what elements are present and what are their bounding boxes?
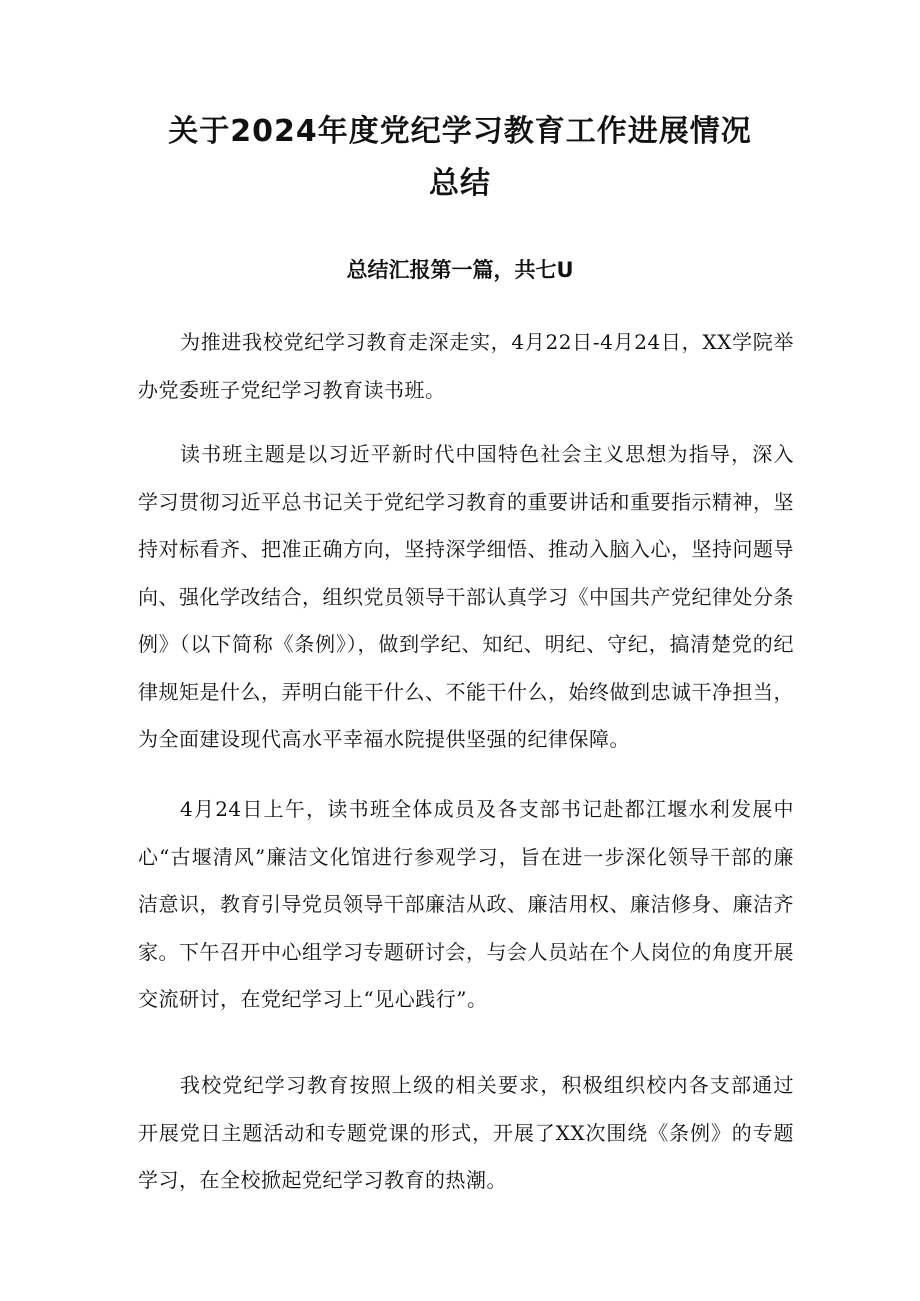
document-subtitle: 总结汇报第一篇，共七U bbox=[346, 258, 574, 282]
paragraph-1: 为推进我校党纪学习教育走深走实，4月22日-4月24日，XX学院举办党委班子党纪学习教育读书班。 bbox=[138, 330, 794, 402]
document-title-line-2: 总结 bbox=[429, 166, 491, 201]
paragraph-2: 读书班主题是以习近平新时代中国特色社会主义思想为指导，深入学习贯彻习近平总书记关于党纪学习教育的重要讲话和重要指示精神，坚持对标看齐、把准正确方向，坚持深学细悟、推动入脑入心，坚持问题导向、强化学改结合，组织党员领导干部认真学习《中国共产党纪律处分条例》（以下简称《条例》），做到学纪、知纪、明纪、守纪，搞清楚党的纪律规矩是什么，弄明白能干什么、不能干什么，始终做到忠诚干净担当，为全面建设现代高水平幸福水院提供坚强的纪律保障。 bbox=[138, 442, 794, 751]
paragraph-4: 我校党纪学习教育按照上级的相关要求，积极组织校内各支部通过开展党日主题活动和专题党课的形式，开展了XX次围绕《条例》的专题学习，在全校掀起党纪学习教育的热潮。 bbox=[138, 1073, 794, 1192]
document-title-line-1: 关于2024年度党纪学习教育工作进展情况 bbox=[168, 114, 752, 149]
paragraph-3: 4月24日上午，读书班全体成员及各支部书记赴都江堰水利发展中心“古堰清风”廉洁文化馆进行参观学习，旨在进一步深化领导干部的廉洁意识，教育引导党员领导干部廉洁从政、廉洁用权、廉洁修身、廉洁齐家。下午召开中心组学习专题研讨会，与会人员站在个人岗位的角度开展交流研讨，在党纪学习上“见心践行”。 bbox=[138, 797, 794, 1011]
